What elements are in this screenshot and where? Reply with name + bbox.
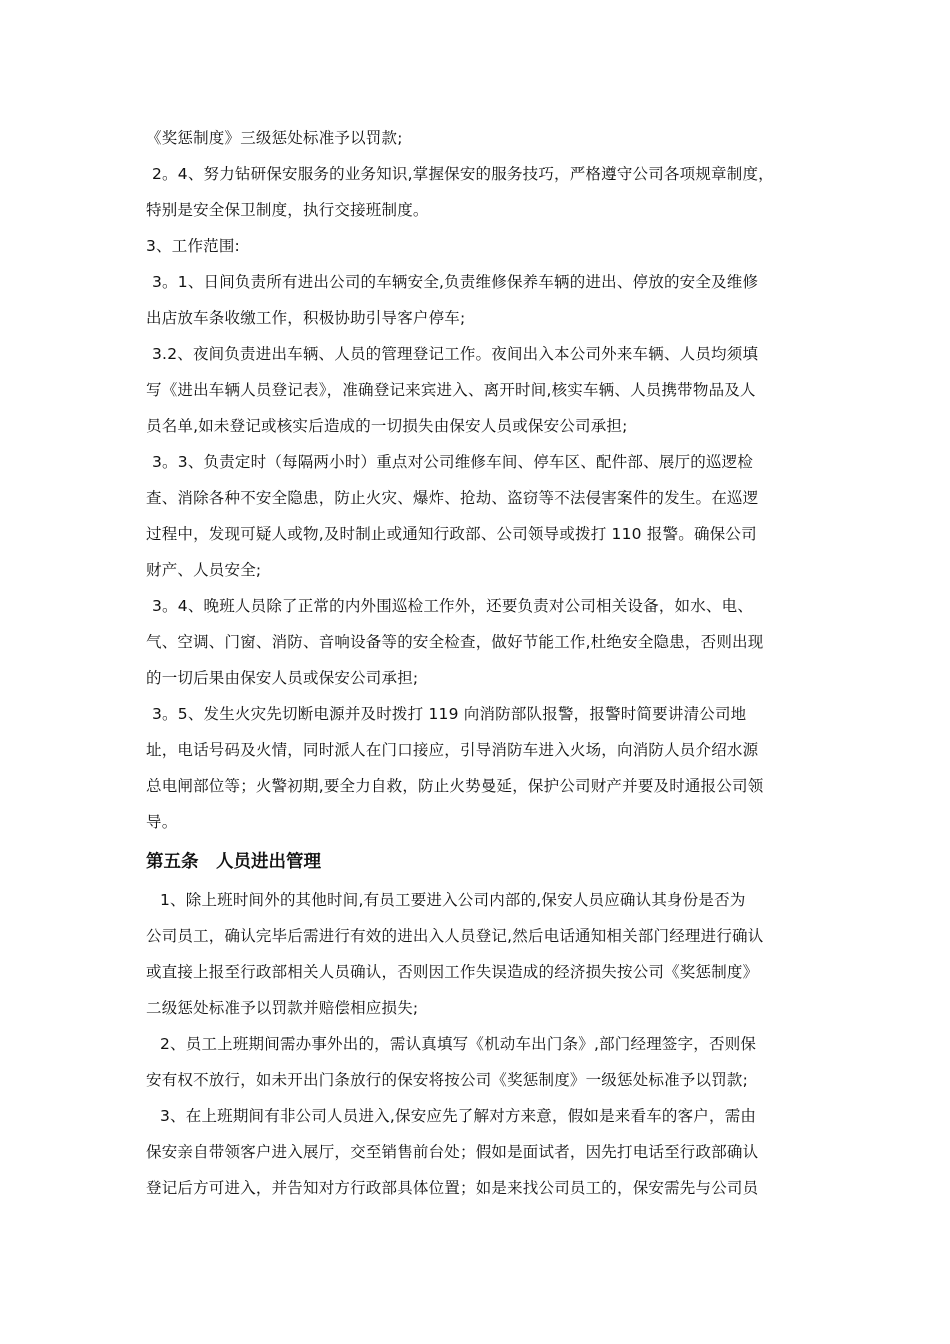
text-line: 《奖惩制度》三级惩处标准予以罚款;	[146, 129, 403, 147]
section-title: 3、工作范围:	[146, 237, 240, 255]
text-line: 公司员工，确认完毕后需进行有效的进出入人员登记,然后电话通知相关部门经理进行确认	[146, 927, 764, 945]
text-line: 保安亲自带领客户进入展厅，交至销售前台处；假如是面试者，因先打电话至行政部确认	[146, 1143, 759, 1161]
text-line: 3、在上班期间有非公司人员进入,保安应先了解对方来意，假如是来看车的客户，需由	[160, 1107, 757, 1125]
text-line: 安有权不放行，如未开出门条放行的保安将按公司《奖惩制度》一级惩处标准予以罚款;	[146, 1071, 749, 1089]
text-line: 3。3、负责定时（每隔两小时）重点对公司维修车间、停车区、配件部、展厅的巡逻检	[152, 453, 754, 471]
text-line: 员名单,如未登记或核实后造成的一切损失由保安人员或保安公司承担;	[146, 417, 628, 435]
text-line: 查、消除各种不安全隐患，防止火灾、爆炸、抢劫、盗窃等不法侵害案件的发生。在巡逻	[146, 489, 759, 507]
text-line: 登记后方可进入，并告知对方行政部具体位置；如是来找公司员工的，保安需先与公司员	[146, 1179, 759, 1197]
text-line: 导。	[146, 813, 178, 831]
text-line: 3。1、日间负责所有进出公司的车辆安全,负责维修保养车辆的进出、停放的安全及维修	[152, 273, 759, 291]
text-line: 气、空调、门窗、消防、音响设备等的安全检查，做好节能工作,杜绝安全隐患，否则出现	[146, 633, 764, 651]
text-line: 特别是安全保卫制度，执行交接班制度。	[146, 201, 429, 219]
text-line: 的一切后果由保安人员或保安公司承担;	[146, 669, 419, 687]
text-line: 写《进出车辆人员登记表》，准确登记来宾进入、离开时间,核实车辆、人员携带物品及人	[146, 381, 756, 399]
article-heading: 第五条 人员进出管理	[146, 852, 321, 872]
text-line: 3。5、发生火灾先切断电源并及时拨打 119 向消防部队报警，报警时简要讲清公司地	[152, 705, 747, 723]
text-line: 过程中，发现可疑人或物,及时制止或通知行政部、公司领导或拨打 110 报警。确保公司	[146, 525, 757, 543]
text-line: 二级惩处标准予以罚款并赔偿相应损失;	[146, 999, 419, 1017]
document-page	[146, 120, 816, 1206]
text-line: 3。4、晚班人员除了正常的内外围巡检工作外，还要负责对公司相关设备，如水、电、	[152, 597, 754, 615]
text-line: 出店放车条收缴工作，积极协助引导客户停车;	[146, 309, 466, 327]
text-line: 2、员工上班期间需办事外出的，需认真填写《机动车出门条》,部门经理签字，否则保	[160, 1035, 757, 1053]
text-line: 财产、人员安全;	[146, 561, 262, 579]
text-line: 址，电话号码及火情，同时派人在门口接应，引导消防车进入火场，向消防人员介绍水源	[146, 741, 759, 759]
text-line: 总电闸部位等；火警初期,要全力自救，防止火势曼延，保护公司财产并要及时通报公司领	[146, 777, 764, 795]
text-line: 2。4、努力钻研保安服务的业务知识,掌握保安的服务技巧，严格遵守公司各项规章制度，	[152, 165, 774, 183]
text-line: 3.2、夜间负责进出车辆、人员的管理登记工作。夜间出入本公司外来车辆、人员均须填	[152, 345, 759, 363]
text-line: 1、除上班时间外的其他时间,有员工要进入公司内部的,保安人员应确认其身份是否为	[160, 891, 746, 909]
text-line: 或直接上报至行政部相关人员确认，否则因工作失误造成的经济损失按公司《奖惩制度》	[146, 963, 759, 981]
